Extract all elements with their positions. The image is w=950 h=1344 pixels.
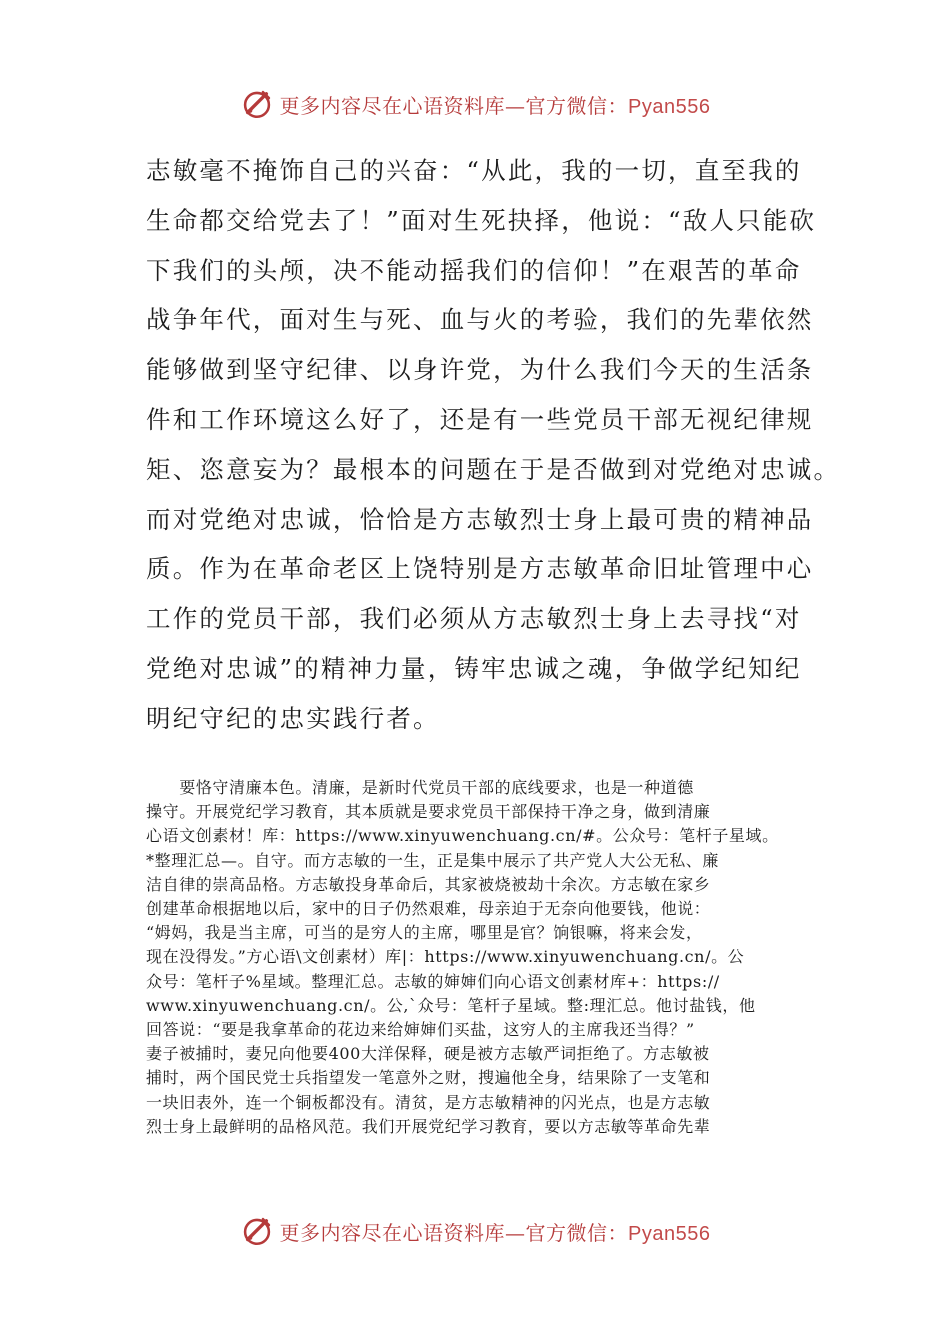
secondary-line: 众号：笔杆子%星域。整理汇总。志敏的婶婶们向心语文创素材库+：https:// (146, 971, 720, 991)
secondary-line: 洁自律的崇高品格。方志敏投身革命后，其家被烧被劫十余次。方志敏在家乡 (146, 874, 711, 894)
pen-circle-logo-icon (240, 87, 274, 121)
secondary-line: 心语文创素材！库：https://www.xinyuwenchuang.cn/#。公众号：笔杆子星域。 (146, 826, 779, 846)
main-line: 而对党绝对忠诚，恰恰是方志敏烈士身上最可贵的精神品 (146, 504, 814, 534)
footer-banner (0, 1211, 950, 1251)
banner-wechat-id: Pyan556 (628, 1222, 711, 1245)
secondary-line: 操守。开展党纪学习教育，其本质就是要求党员干部保持干净之身，做到清廉 (146, 802, 711, 822)
banner-slogan: 更多内容尽在心语资料库—官方微信： (279, 1220, 629, 1245)
main-line: 党绝对忠诚”的精神力量，铸牢忠诚之魂，争做学纪知纪 (146, 653, 802, 683)
main-line: 矩、恣意妄为？最根本的问题在于是否做到对党绝对忠诚。 (146, 454, 841, 484)
main-line: 质。作为在革命老区上饶特别是方志敏革命旧址管理中心 (146, 554, 814, 584)
secondary-line: 现在没得发。”方心语\文创素材）库|：https://www.xinyuwenchuang.cn/。公 (146, 947, 745, 967)
banner-text (280, 1217, 711, 1246)
main-line: 生命都交给党去了！”面对生死抉择，他说：“敌人只能砍 (146, 205, 817, 235)
secondary-line: 烈士身上最鲜明的品格风范。我们开展党纪学习教育，要以方志敏等革命先辈 (146, 1116, 711, 1136)
secondary-line: 捕时，两个国民党士兵指望发一笔意外之财，搜遍他全身，结果除了一支笔和 (146, 1068, 711, 1088)
secondary-line: www.xinyuwenchuang.cn/。公,`众号：笔杆子星域。整:理汇总。他讨盐钱，他 (146, 995, 756, 1015)
header-banner (0, 84, 950, 124)
main-line: 件和工作环境这么好了，还是有一些党员干部无视纪律规 (146, 404, 814, 434)
secondary-line: 妻子被捕时，妻兄向他要400大洋保释，硬是被方志敏严词拒绝了。方志敏被 (146, 1044, 710, 1064)
secondary-paragraph (146, 776, 811, 1139)
secondary-line: 一块旧表外，连一个铜板都没有。清贫，是方志敏精神的闪光点，也是方志敏 (146, 1092, 711, 1112)
banner-wechat-id: Pyan556 (628, 95, 711, 118)
secondary-line: 要恪守清廉本色。清廉，是新时代党员干部的底线要求，也是一种道德 (146, 778, 694, 797)
banner-slogan: 更多内容尽在心语资料库—官方微信： (279, 93, 629, 118)
secondary-line: 回答说：“要是我拿革命的花边来给婶婶们买盐，这穷人的主席我还当得？” (146, 1020, 695, 1040)
main-line: 工作的党员干部，我们必须从方志敏烈士身上去寻找“对 (146, 604, 802, 634)
main-line: 下我们的头颅，决不能动摇我们的信仰！”在艰苦的革命 (146, 255, 802, 285)
main-line: 志敏毫不掩饰自己的兴奋：“从此，我的一切，直至我的 (146, 156, 802, 185)
main-line: 战争年代，面对生与死、血与火的考验，我们的先辈依然 (146, 305, 814, 335)
main-paragraph (146, 146, 841, 744)
main-line: 明纪守纪的忠实践行者。 (146, 703, 440, 733)
secondary-line: “姆妈，我是当主席，可当的是穷人的主席，哪里是官？饷银嘛，将来会发， (146, 923, 703, 943)
secondary-line: *整理汇总—。自守。而方志敏的一生，正是集中展示了共产党人大公无私、廉 (146, 850, 720, 870)
pen-circle-logo-icon (240, 1214, 274, 1248)
main-line: 能够做到坚守纪律、以身许党，为什么我们今天的生活条 (146, 355, 814, 385)
banner-text (280, 90, 711, 119)
secondary-line: 创建革命根据地以后，家中的日子仍然艰难，母亲迫于无奈向他要钱，他说： (146, 899, 711, 919)
